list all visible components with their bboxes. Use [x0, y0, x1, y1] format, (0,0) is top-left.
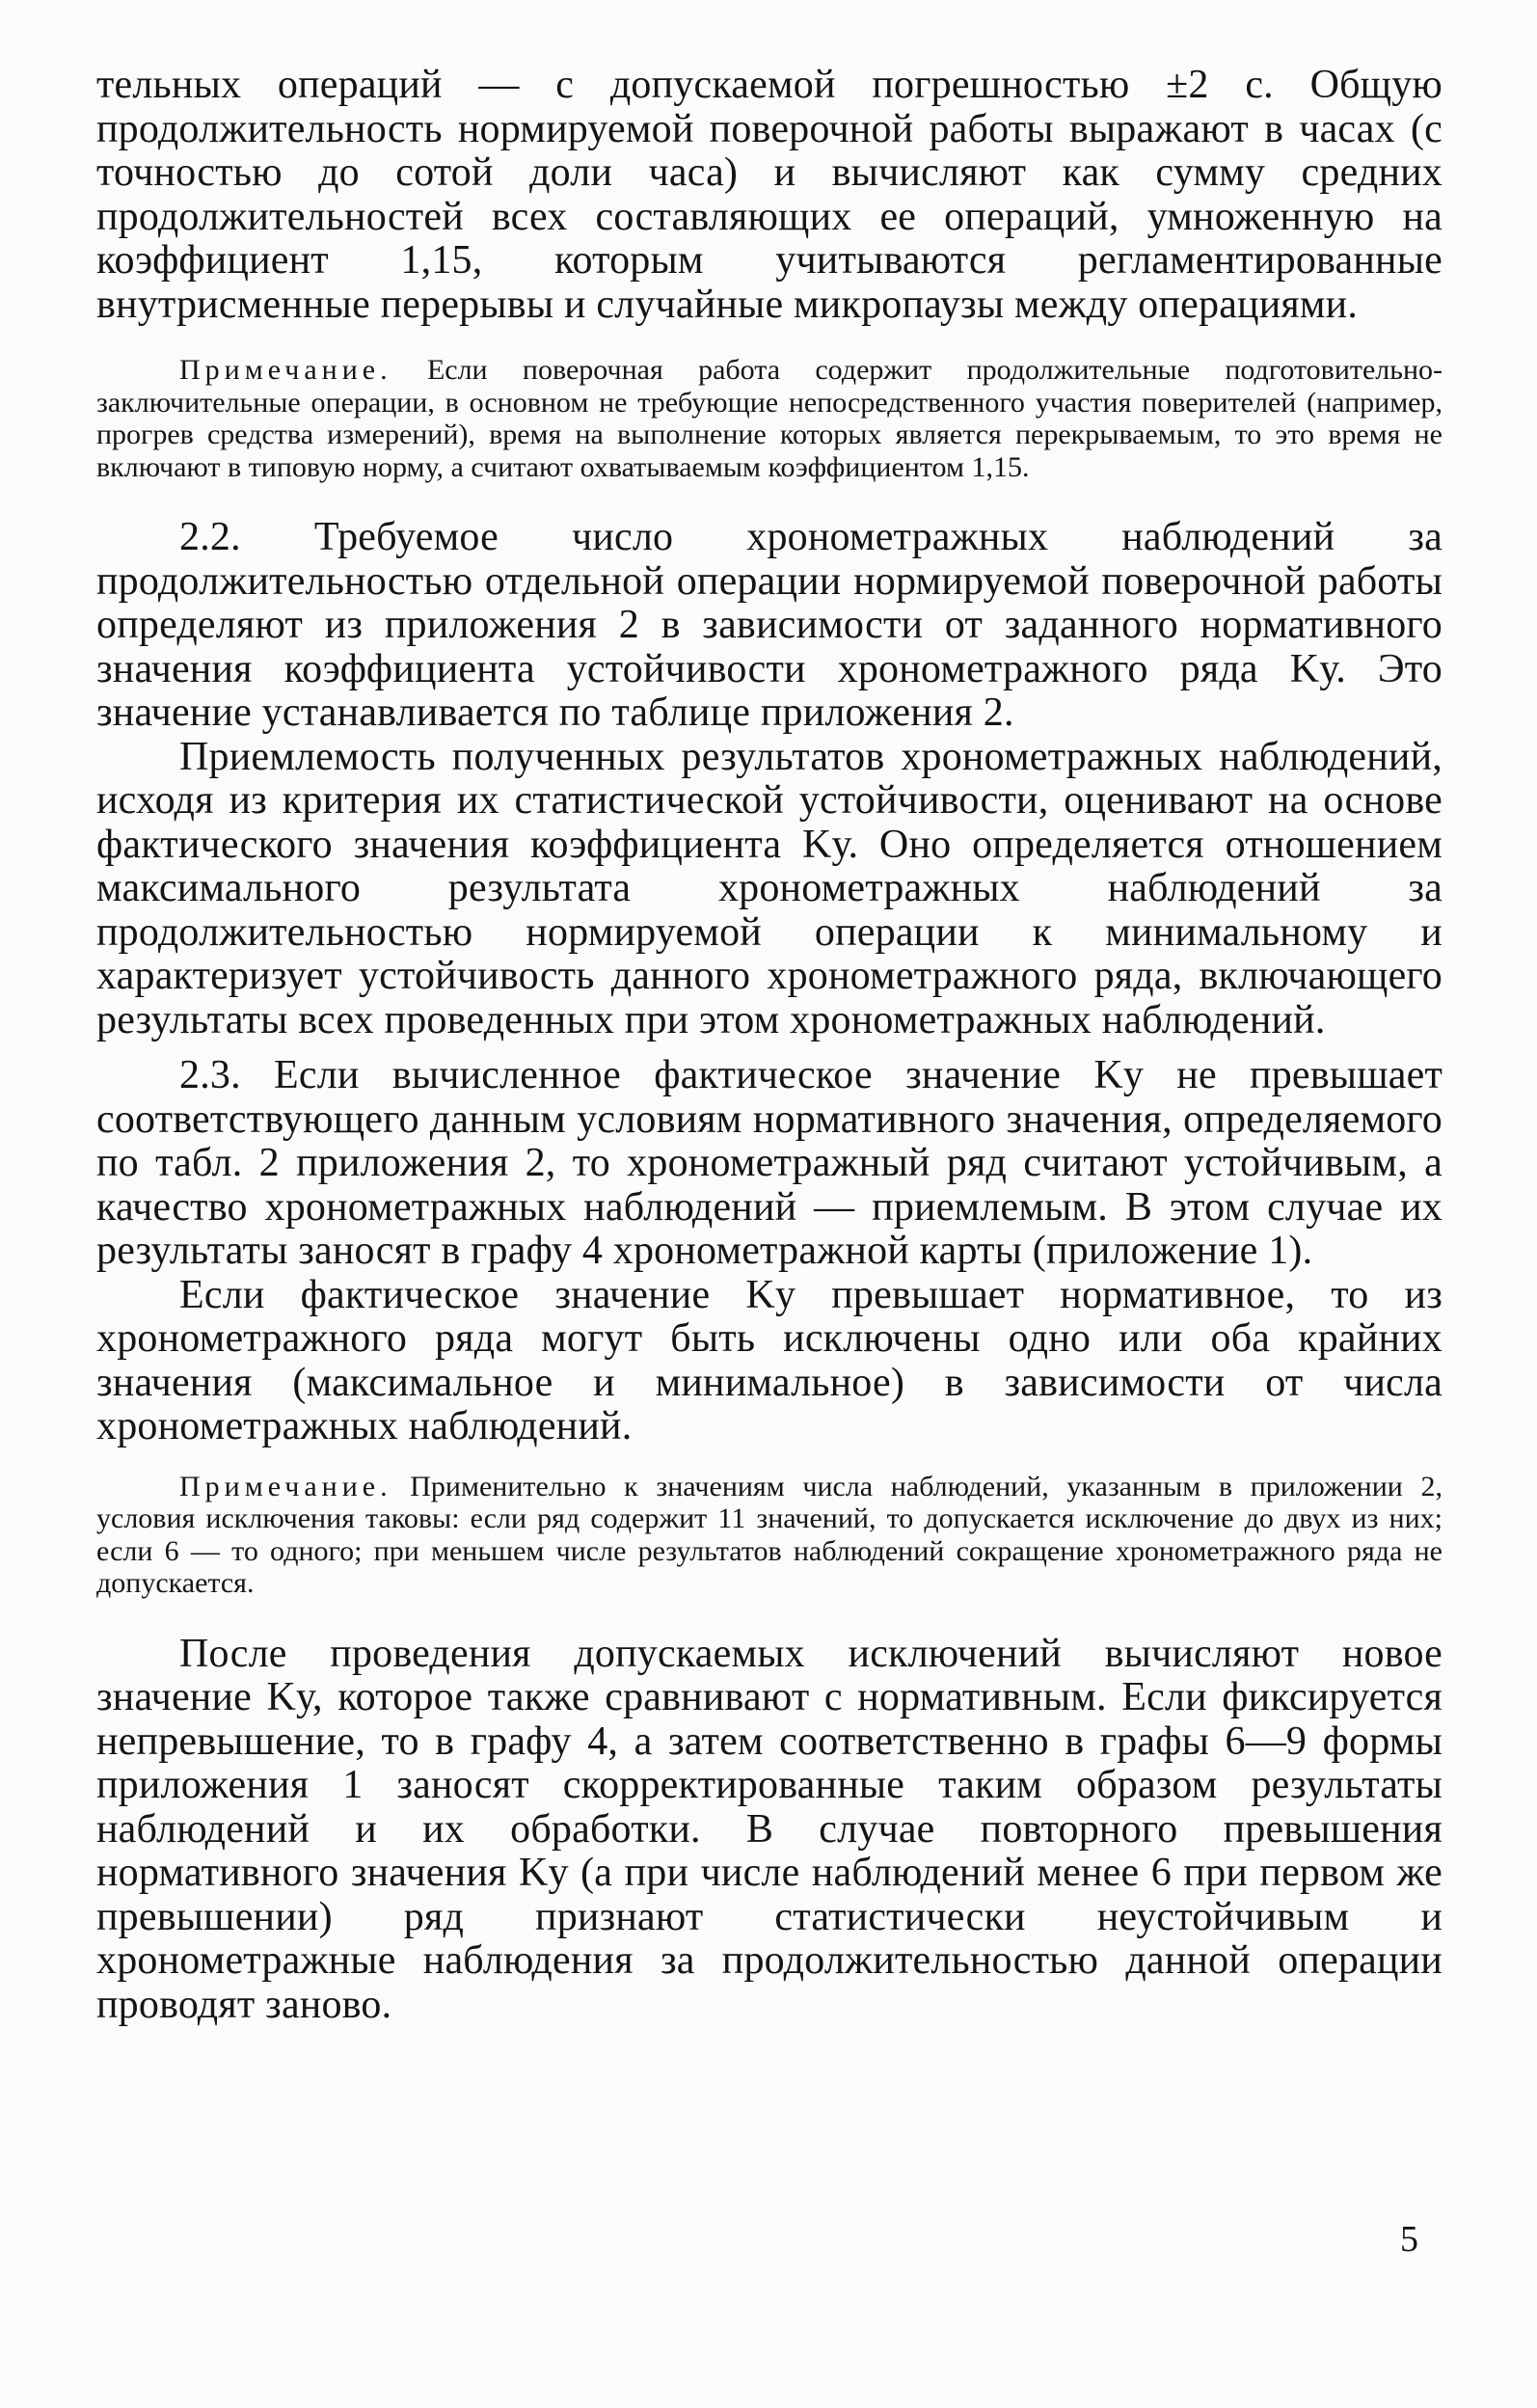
page-body — [96, 64, 1443, 2027]
section-2-2-continued: Приемлемость полученных результатов хронометражных наблюдений, исходя из критерия их статистической устойчивости, оценивают на основе фактического значения коэффициента Kу. Оно определяется отношением максимального результата хронометражных наблюдений за продолжительностью нормируемой операции к минимальному и характеризует устойчивость данного хронометражного ряда, включающего результаты всех проведенных при этом хронометражных наблюдений. — [96, 734, 1443, 1042]
note-2 — [96, 1471, 1443, 1600]
final-paragraph: После проведения допускаемых исключений вычисляют новое значение Kу, которое также сравнивают с нормативным. Если фиксируется непревышение, то в графу 4, а затем соответственно в графы 6—9 формы приложения 1 заносят скорректированные таким образом результаты наблюдений и их обработки. В случае повторного превышения нормативного значения Kу (а при числе наблюдений менее 6 при первом же превышении) ряд признают статистически неустойчивым и хронометражные наблюдения за продолжительностью данной операции проводят заново. — [96, 1631, 1443, 2027]
note-1-label: Примечание. — [179, 354, 392, 386]
section-2-2: 2.2. Требуемое число хронометражных наблюдений за продолжительностью отдельной операции нормируемой поверочной работы определяют из приложения 2 в зависимости от заданного нормативного значения коэффициента устойчивости хронометражного ряда Kу. Это значение устанавливается по таблице приложения 2. — [96, 515, 1443, 735]
note-2-text: Применительно к значениям числа наблюдений, указанным в приложении 2, условия исключения таковы: если ряд содержит 11 значений, то допускается исключение до двух из них; если 6 — то одного; при меньшем числе результатов наблюдений сокращение хронометражного ряда не допускается. — [96, 1470, 1443, 1599]
note-1-text: Если поверочная работа содержит продолжительные подготовительно-заключительные операции, в основном не требующие непосредственного участия поверителей (например, прогрев средства измерений), время на выполнение которых является перекрываемым, то это время не включают в типовую норму, а считают охватываемым коэффициентом 1,15. — [96, 354, 1443, 483]
paragraph-continuation: тельных операций — с допускаемой погрешностью ±2 с. Общую продолжительность нормируемой поверочной работы выражают в часах (с точностью до сотой доли часа) и вычисляют как сумму средних продолжительностей всех составляющих ее операций, умноженную на коэффициент 1,15, которым учитываются регламентированные внутрисменные перерывы и случайные микропаузы между операциями. — [96, 63, 1443, 327]
note-2-label: Примечание. — [179, 1470, 392, 1502]
page-number: 5 — [1400, 2219, 1418, 2259]
section-2-3: 2.3. Если вычисленное фактическое значение Kу не превышает соответствующего данным условиям нормативного значения, определяемого по табл. 2 приложения 2, то хронометражный ряд считают устойчивым, а качество хронометражных наблюдений — приемлемым. В этом случае их результаты заносят в графу 4 хронометражной карты (приложение 1). — [96, 1053, 1443, 1273]
section-2-3-continued: Если фактическое значение Kу превышает нормативное, то из хронометражного ряда могут быть исключены одно или оба крайних значения (максимальное и минимальное) в зависимости от числа хронометражных наблюдений. — [96, 1272, 1443, 1448]
note-1 — [96, 354, 1443, 483]
